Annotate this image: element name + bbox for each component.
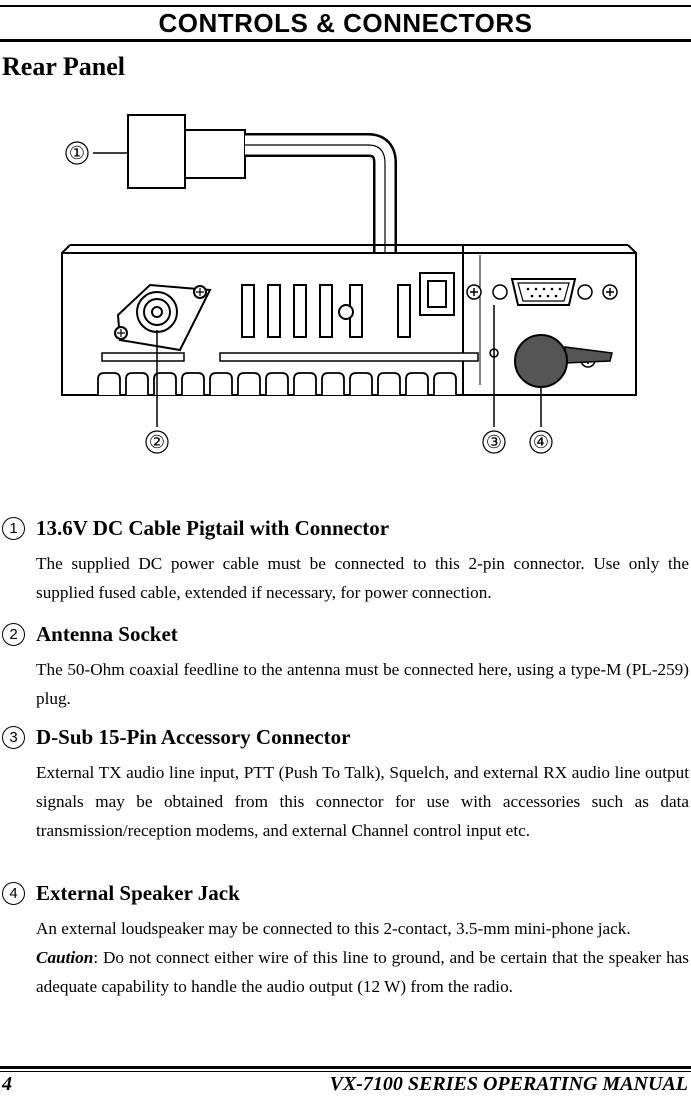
item-number: 1 [2,517,25,540]
callout-4: ④ [532,432,550,453]
caution-text: : Do not connect either wire of this line to ground, and be certain that the speaker has adequate capability to handle the audio output (12 W) from the radio. [36,948,689,996]
item-description [36,914,689,1001]
dc-pigtail-connector [128,115,245,188]
item-antenna-socket [0,621,691,713]
item-title: Antenna Socket [36,622,178,646]
section-title: Rear Panel [2,52,125,81]
item-description-text: An external loudspeaker may be connected to this 2-contact, 3.5-mm mini-phone jack. [36,919,631,938]
item-title: D-Sub 15-Pin Accessory Connector [36,725,351,749]
footer-rule-thin [0,1071,691,1072]
item-description: The 50-Ohm coaxial feedline to the antenna must be connected here, using a type-M (PL-259) plug. [36,660,689,708]
item-title: 13.6V DC Cable Pigtail with Connector [36,516,390,540]
item-speaker-jack [0,880,691,1001]
callout-1: ① [68,143,86,164]
item-dsub-connector [0,724,691,845]
item-description: The supplied DC power cable must be connected to this 2-pin connector. Use only the supplied fused cable, extended if necessary, for power connection. [36,554,689,602]
item-number: 2 [2,623,25,646]
item-title: External Speaker Jack [36,881,240,905]
header-bottom-rule [0,39,691,42]
footer-rule-thick [0,1066,691,1069]
caution-label: Caution [36,948,94,967]
manual-title: VX-7100 SERIES OPERATING MANUAL [329,1073,688,1095]
callout-2: ② [148,432,166,453]
d-sub-connector [512,279,575,305]
item-number: 4 [2,882,25,905]
item-description: External TX audio line input, PTT (Push To Talk), Squelch, and external RX audio line output signals may be obtained from this connector for use with accessories such as data transmission/reception modems, and external Channel control input etc. [36,763,689,840]
callout-3: ③ [485,432,503,453]
item-number: 3 [2,726,25,749]
rear-panel-diagram [0,95,691,485]
page-header-title: CONTROLS & CONNECTORS [158,8,533,38]
page-number: 4 [2,1073,12,1095]
item-dc-cable [0,515,691,607]
